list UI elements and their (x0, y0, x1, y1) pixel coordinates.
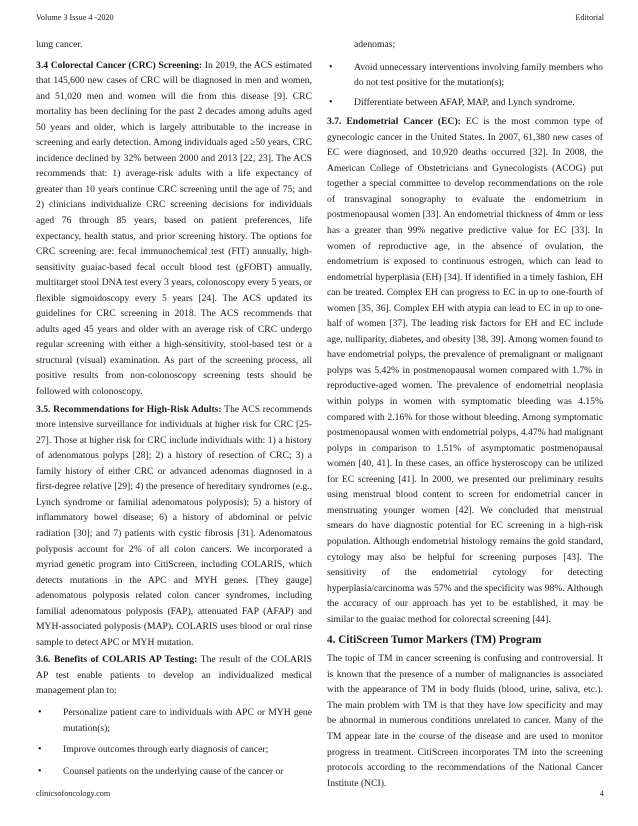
highrisk-text: The ACS recommends more intensive surveillance for individuals at higher risk for CRC [25-27]. Those at higher risk for CRC include individuals with: 1) a history of adenomatous polyps [28]; 2) a history of resection of CRC; 3) a family history of either CRC or advanced adenomas diagnosed in a first-degree relative [29]; 4) the presence of hereditary syndromes (e.g., Lynch syndrome or familial adenomatous polyposis); 5) a history of inflammatory bowel disease; 6) a history of abdominal or pelvic radiation [30]; and 7) patients with cystic fibrosis [31]. Adenomatous polyposis account for 2% of all colon cancers. We incorporated a myriad genetic program into CitiScreen, including COLARIS, which detects mutations in the APC and MYH genes. [They gauge] adenomatous polyposis related colon cancer syndromes, including familial adenomatous polyposis (FAP), attenuated FAP (AFAP) and MYH-associated polyposis (MAP). COLARIS uses blood or oral rinse sample to detect APC or MYH mutation. (36, 403, 312, 648)
bullet-icon: • (329, 96, 333, 108)
highrisk-section (36, 402, 312, 651)
endometrial-heading: 3.7. Endometrial Cancer (EC): (327, 116, 461, 128)
list-item: • Improve outcomes through early diagnosis of cancer; (36, 742, 312, 758)
benefits-list-continued (327, 60, 603, 111)
endometrial-section (327, 114, 603, 627)
benefits-list (36, 705, 312, 779)
endometrial-text: EC is the most common type of gynecologic cancer in the United States. In 2007, 61,380 new cases of EC were diagnosed, and 10,920 deaths occurred [32]. In 2008, the American College of Obstetricians and Gynecologists (ACOG) put together a special committee to develop recommendations on the role of transvaginal sonography to evaluate the endometrium in postmenopausal women [33]. An endometrial thickness of 4mm or less has a greater than 99% negative predictive value for EC [33]. In women of reproductive age, in the absence of ovulation, the endometrium is exposed to continuous estrogen, which can lead to endometrial hyperplasia (EH) [34]. If identified in a timely fashion, EH can be treated. Complex EH can progress to EC in up to one-fourth of women [35, 36]. Complex EH with atypia can lead to EC in up to one-half of women [37]. The leading risk factors for EH and EC include age, nulliparity, diabetes, and obesity [38, 39]. Among women found to have endometrial polyps, the prevalence of premalignant or malignant polyps was 5.42% in postmenopausal women compared with 1.7% in reproductive-aged women. The prevalence of endometrial neoplasia within polyps in women with symptomatic bleeding was 4.15% compared with 2.16% for those without bleeding. Among symptomatic postmenopausal women with endometrial polyps, 4.47% had malignant polyps in comparison to 1.51% of asymptomatic postmenopausal women [40, 41]. In these cases, an office hysteroscopy can be utilized for EC screening [41]. In 2000, we presented our preliminary results using menstrual blood content to screen for endometrial cancer in menstruating younger women [42]. We concluded that menstrual smears do have diagnostic potential for EC screening in a high-risk population. Although endometrial histology remains the gold standard, cytology may also be helpful for screening purposes [43]. The sensitivity of the endometrial cytology for detecting hyperplasia/carcinoma was 57% and the specificity was 98%. Although the accuracy of our approach has yet to be established, it may be similar to the guaiac method for colorectal screening [44]. (327, 116, 603, 625)
bullet-icon: • (38, 744, 42, 756)
benefits-heading: 3.6. Benefits of COLARIS AP Testing: (36, 654, 198, 666)
bullet-continuation: adenomas; (354, 39, 396, 50)
bullet-icon: • (329, 61, 333, 73)
benefits-section (36, 652, 312, 699)
lead-paragraph: lung cancer. (36, 39, 83, 50)
tm-heading: 4. CitiScreen Tumor Markers (TM) Program (327, 634, 542, 647)
tm-text: The topic of TM in cancer screening is confusing and controversial. It is known that the presence of a number of malignancies is associated with the appearance of TM in body fluids (blood, urine, saliva, etc.). The main problem with TM is that they have low specificity and may be abnormal in numerous conditions unrelated to cancer. Many of the TM appear late in the course of the disease and are used to monitor progress in treatment. CitiScreen incorporates TM into the screening protocols according to the recommendations of the National Cancer Institute (NCI). (327, 653, 603, 789)
benefits-text: The result of the COLARIS AP test enable patients to develop an individualized medical management plan to: (36, 654, 312, 697)
list-item: • Counsel patients on the underlying cause of the cancer or (36, 764, 312, 780)
crc-heading: 3.4 Colorectal Cancer (CRC) Screening: (36, 59, 203, 71)
crc-text: In 2019, the ACS estimated that 145,600 new cases of CRC will be diagnosed in men and women, and 51,020 men and women will die from this disease [9]. CRC mortality has been declining for the past 2 decades among adults aged 50 years and older, which is largely attributable to the increase in screening and early detection. Among individuals aged ≥50 years, CRC incidence declined by 32% between 2000 and 2013 [22, 23]. The ACS recommends that: 1) average-risk adults with a life expectancy of greater than 10 years continue CRC screening until the age of 75; and 2) clinicians individualize CRC screening decisions for individuals aged 76 through 85 years, based on patient preferences, life expectancy, health status, and prior screening history. The options for CRC screening are: fecal immunochemical test (FIT) annually, high-sensitivity guaiac-based fecal occult blood test (gFOBT) annually, multitarget stool DNA test every 3 years, colonoscopy every 5 years, or flexible sigmoidoscopy every 5 years [24]. The ACS updated its guidelines for CRC screening in 2018. The ACS recommends that adults aged 45 years and older with an average risk of CRC undergo regular screening with either a high-sensitivity, stool-based test or a structural (visual) examination. As part of the screening process, all positive results from non-colonoscopy screening tests should be followed with colonoscopy. (36, 59, 312, 398)
bullet-icon: • (38, 765, 42, 777)
list-item: • Avoid unnecessary interventions involving family members who do not test positive for the mutation(s); (329, 61, 603, 89)
list-item: • Personalize patient care to individuals with APC or MYH gene mutation(s); (38, 706, 312, 734)
article-type-label: Editorial (575, 13, 604, 22)
list-item: • Differentiate between AFAP, MAP, and Lynch syndrome. (327, 95, 603, 111)
page-header (36, 13, 604, 27)
left-column (36, 37, 312, 785)
bullet-icon: • (38, 706, 42, 718)
site-link[interactable]: clinicsofoncology.com (36, 789, 111, 798)
right-column (327, 37, 603, 793)
volume-label: Volume 3 Issue 4 -2020 (36, 13, 114, 22)
page-number: 4 (599, 789, 604, 798)
highrisk-heading: 3.5. Recommendations for High-Risk Adults: (36, 403, 222, 415)
crc-section (36, 58, 312, 400)
